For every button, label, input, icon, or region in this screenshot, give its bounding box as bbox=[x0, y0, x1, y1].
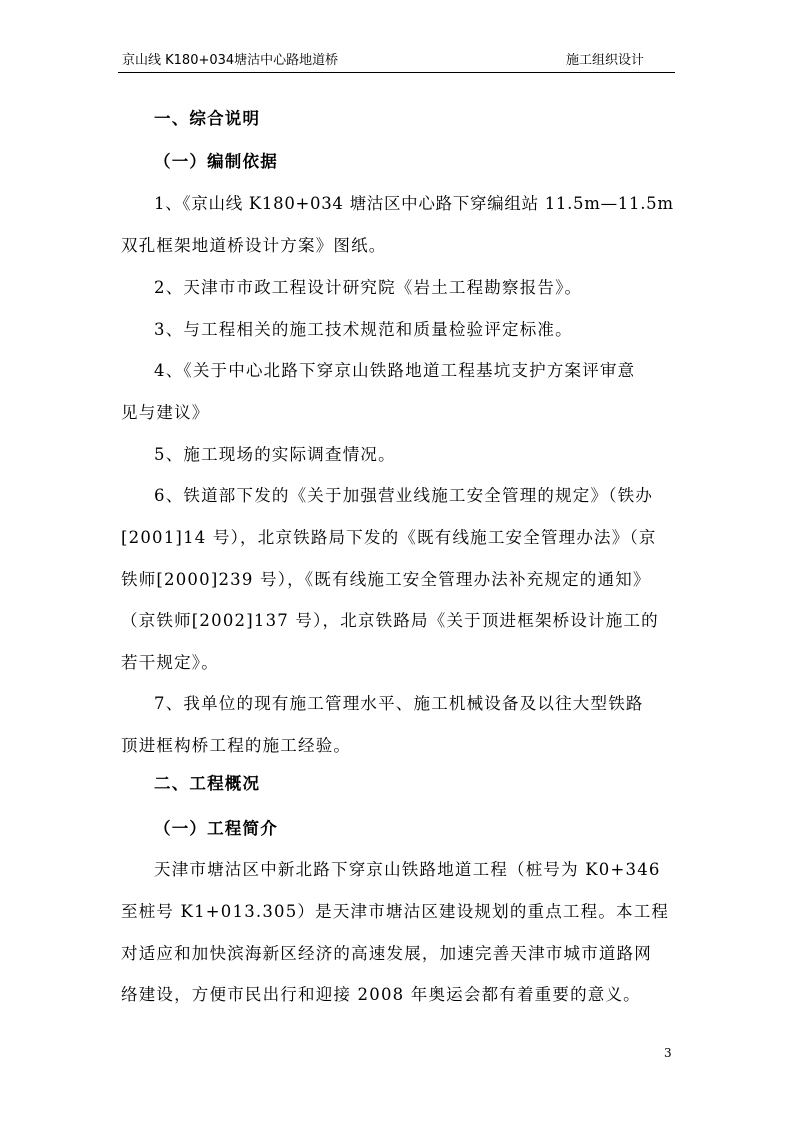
section-2-1-heading: （一）工程简介 bbox=[154, 819, 278, 838]
page-number: 3 bbox=[664, 1046, 672, 1060]
paragraph-line: 对适应和加快滨海新区经济的高速发展，加速完善天津市城市道路网 bbox=[121, 944, 652, 963]
paragraph-line: 双孔框架地道桥设计方案》图纸。 bbox=[121, 236, 387, 255]
paragraph-line: 4、《关于中心北路下穿京山铁路地道工程基坑支护方案评审意 bbox=[154, 361, 636, 380]
paragraph-line: 络建设，方便市民出行和迎接 2008 年奥运会都有着重要的意义。 bbox=[121, 985, 641, 1004]
paragraph-line: 天津市塘沽区中新北路下穿京山铁路地道工程（桩号为 K0+346 bbox=[154, 860, 661, 879]
header-divider bbox=[118, 72, 675, 73]
paragraph-line: 若干规定》。 bbox=[121, 653, 219, 672]
header-section-title: 施工组织设计 bbox=[566, 53, 645, 68]
paragraph-line: 7、我单位的现有施工管理水平、施工机械设备及以往大型铁路 bbox=[154, 694, 644, 713]
paragraph-line: （京铁师[2002]137 号），北京铁路局《关于顶进框架桥设计施工的 bbox=[121, 611, 659, 630]
paragraph-line: 2、天津市市政工程设计研究院《岩土工程勘察报告》。 bbox=[154, 278, 583, 297]
section-2-heading: 二、工程概况 bbox=[154, 774, 261, 793]
header-document-title: 京山线 K180+034塘沽中心路地道桥 bbox=[122, 53, 339, 68]
paragraph-line: 铁师[2000]239 号），《既有线施工安全管理办法补充规定的通知》 bbox=[121, 570, 651, 589]
paragraph-line: 1、《京山线 K180+034 塘沽区中心路下穿编组站 11.5m—11.5m bbox=[154, 194, 674, 213]
section-1-1-heading: （一）编制依据 bbox=[154, 152, 278, 171]
paragraph-line: 5、施工现场的实际调查情况。 bbox=[154, 445, 396, 464]
paragraph-line: 顶进框构桥工程的施工经验。 bbox=[121, 736, 352, 755]
paragraph-line: [2001]14 号），北京铁路局下发的《既有线施工安全管理办法》（京 bbox=[121, 528, 657, 547]
paragraph-line: 3、与工程相关的施工技术规范和质量检验评定标准。 bbox=[154, 320, 573, 339]
paragraph-line: 6、铁道部下发的《关于加强营业线施工安全管理的规定》（铁办 bbox=[154, 486, 654, 505]
paragraph-line: 至桩号 K1+013.305）是天津市塘沽区建设规划的重点工程。本工程 bbox=[121, 902, 670, 921]
paragraph-line: 见与建议》 bbox=[121, 403, 210, 422]
section-1-heading: 一、综合说明 bbox=[154, 109, 261, 128]
